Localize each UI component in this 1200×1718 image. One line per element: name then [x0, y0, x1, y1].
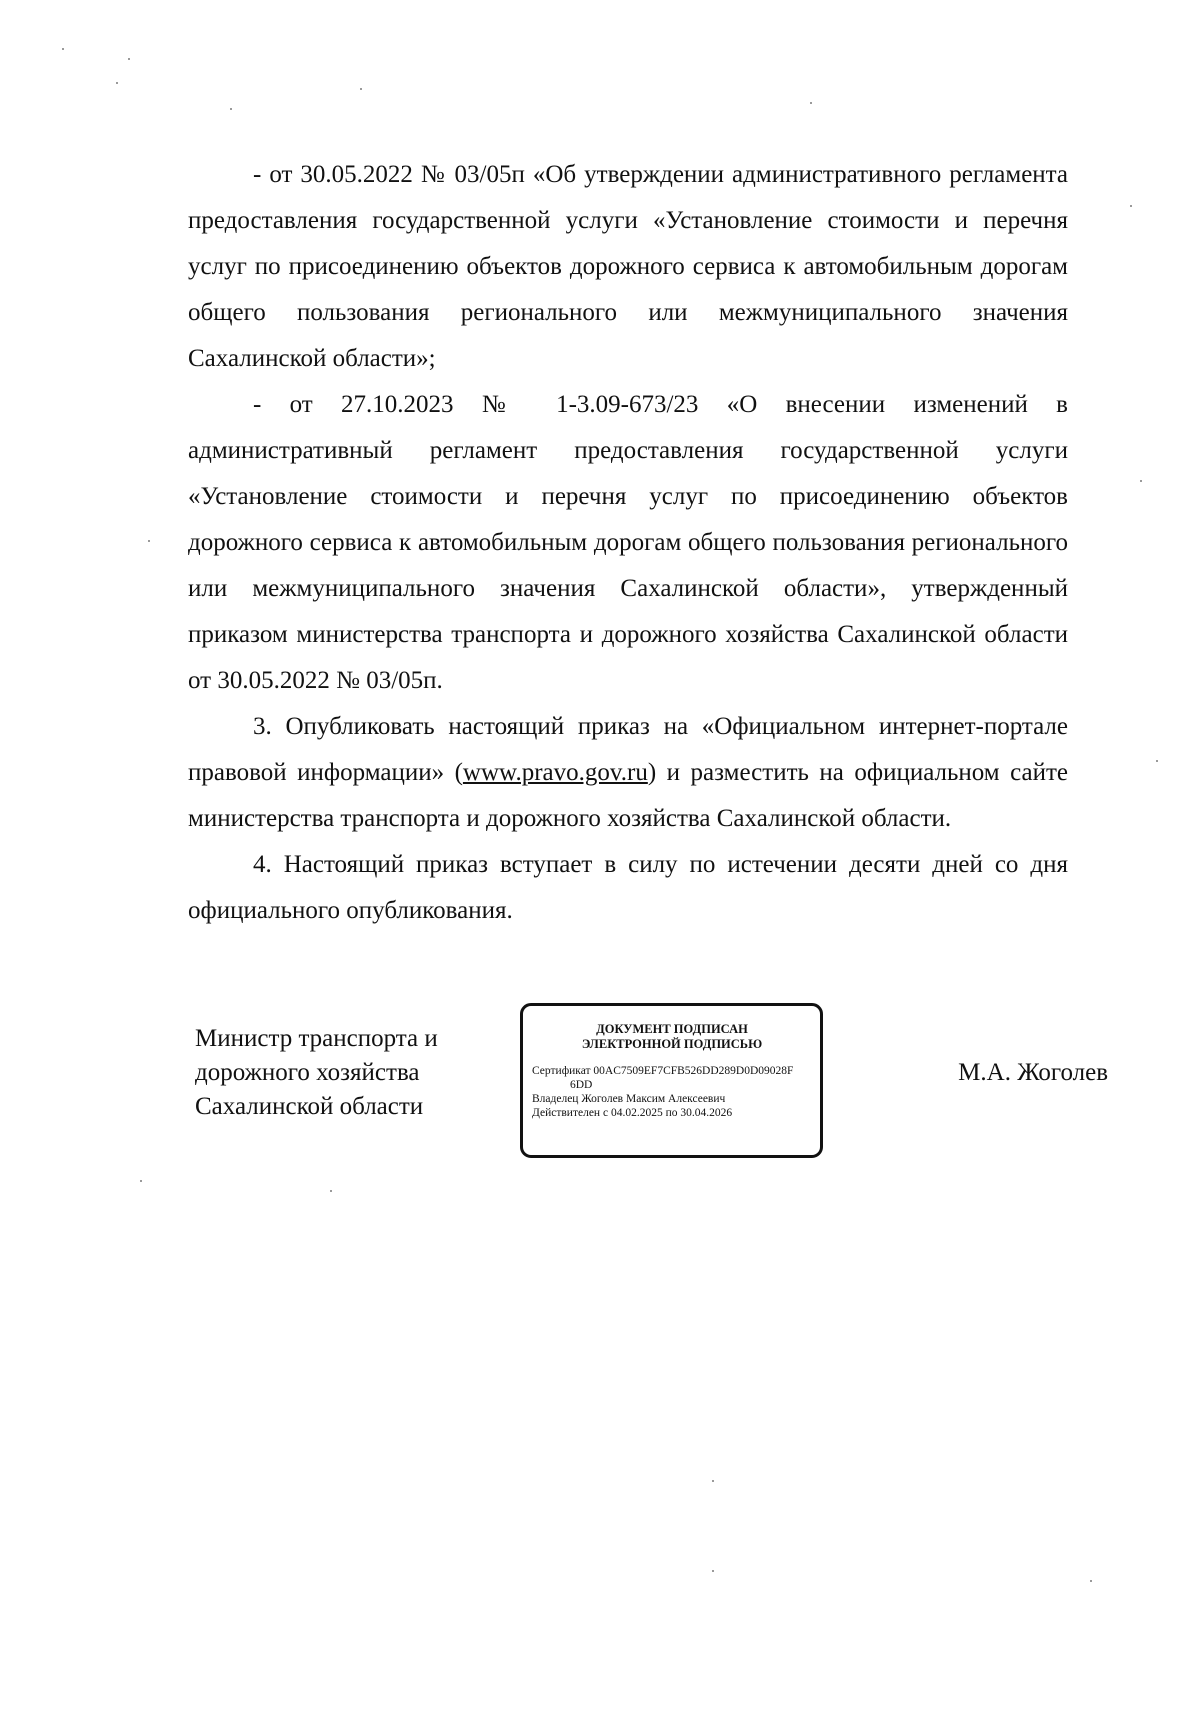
certificate-label: Сертификат: [532, 1065, 591, 1077]
scan-speck: [810, 102, 812, 104]
electronic-signature-stamp: [520, 1003, 823, 1158]
order-point-4: 4. Настоящий приказ вступает в силу по истечении десяти дней со дня официального опубликования.: [188, 851, 1068, 924]
scan-speck: [1090, 1580, 1092, 1582]
pravo-portal-link[interactable]: www.pravo.gov.ru: [462, 759, 648, 786]
stamp-title-line: ЭЛЕКТРОННОЙ ПОДПИСЬЮ: [581, 1037, 763, 1051]
scan-speck: [330, 1190, 332, 1192]
order-point-3: [188, 704, 1068, 842]
order-point-3-text-after: ) и разместить на официальном сайте министерства транспорта и дорожного хозяйства Сахалинской области.: [188, 759, 1069, 832]
stamp-owner: [532, 1092, 812, 1106]
certificate-value: 00AC7509EF7CFB526DD289D0D09028F: [593, 1065, 794, 1077]
scan-speck: [148, 540, 150, 542]
order-body: [188, 152, 1068, 934]
position-line: Министр транспорта и: [195, 1025, 438, 1052]
position-line: Сахалинской области: [195, 1093, 424, 1120]
scan-speck: [1140, 480, 1142, 482]
stamp-certificate: [532, 1064, 812, 1078]
scan-speck: [1130, 205, 1132, 207]
stamp-validity: Действителен с 04.02.2025 по 30.04.2026: [532, 1107, 733, 1119]
certificate-value-continued: 6DD: [570, 1079, 593, 1091]
owner-value: Жоголев Максим Алексеевич: [581, 1093, 726, 1105]
scan-speck: [360, 88, 362, 90]
order-point-3-text-before: 3. Опубликовать настоящий приказ на «Официальном интернет-портале правовой информации» (: [188, 713, 1068, 786]
repealed-act-item-1: - от 30.05.2022 № 03/05п «Об утверждении административного регламента предоставления государственной услуги «Установление стоимости и перечня услуг по присоединению объектов дорожного сервиса к автомобильным дорогам общего пользования регионального или межмуниципального значения Сахалинской области»;: [188, 161, 1068, 372]
position-line: дорожного хозяйства: [195, 1059, 420, 1086]
signer-name: М.А. Жоголев: [958, 1059, 1108, 1086]
scan-speck: [712, 1570, 714, 1572]
scan-speck: [230, 108, 232, 110]
stamp-title-line: ДОКУМЕНТ ПОДПИСАН: [596, 1022, 748, 1036]
scan-speck: [712, 1480, 714, 1482]
scan-speck: [140, 1180, 142, 1182]
owner-label: Владелец: [532, 1093, 579, 1105]
scan-speck: [116, 82, 118, 84]
scan-speck: [128, 58, 130, 60]
scan-speck: [1156, 760, 1158, 762]
scan-speck: [62, 48, 64, 50]
repealed-act-item-2: - от 27.10.2023 № 1-3.09-673/23 «О внесении изменений в административный регламент предоставления государственной услуги «Установление стоимости и перечня услуг по присоединению объектов дорожного сервиса к автомобильным дорогам общего пользования регионального или межмуниципального значения Сахалинской области», утвержденный приказом министерства транспорта и дорожного хозяйства Сахалинской области от 30.05.2022 № 03/05п.: [188, 391, 1068, 694]
signatory-position: [195, 1022, 495, 1124]
